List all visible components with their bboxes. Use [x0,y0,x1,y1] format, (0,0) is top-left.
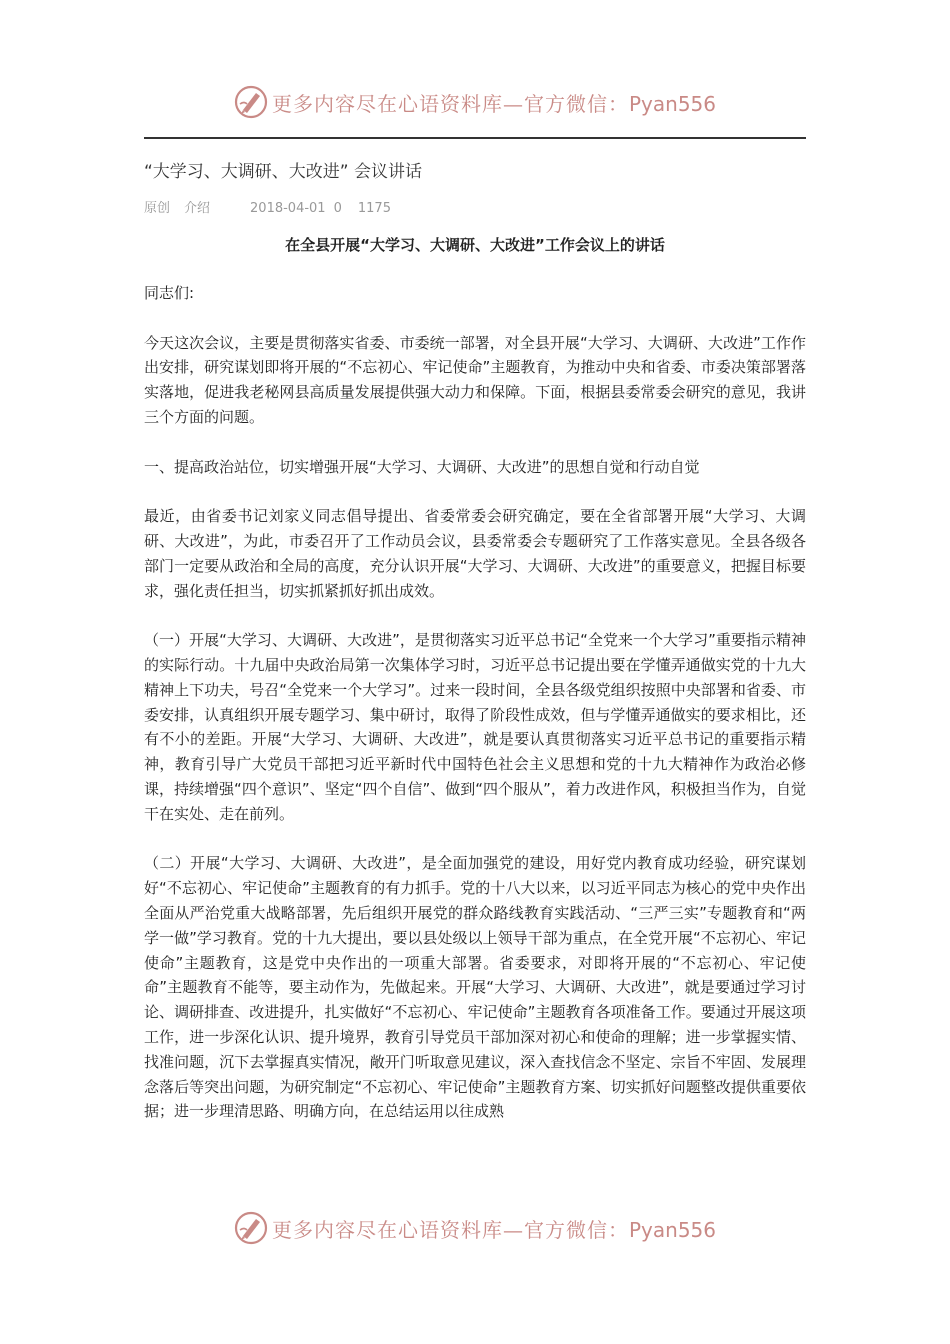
bottom-banner [0,1208,950,1248]
meta-type: 原创 [144,201,171,216]
paragraph-intro: 今天这次会议，主要是贯彻落实省委、市委统一部署，对全县开展“大学习、大调研、大改进”工作作出安排，研究谋划即将开展的“不忘初心、牢记使命”主题教育，为推动中央和省委、市委决策部署落实落地，促进我老秘网县高质量发展提供强大动力和保障。下面，根据县委常委会研究的意见，我讲三个方面的问题。 [144,333,806,426]
paragraph-salutation: 同志们: [144,284,195,302]
pen-logo-icon [234,1211,268,1245]
doc-title: “大学习、大调研、大改进” 会议讲话 [144,162,423,182]
paragraph-background: 最近，由省委书记刘家义同志倡导提出、省委常委会研究确定，要在全省部署开展“大学习、大调研、大改进”，为此，市委召开了工作动员会议，县委常委会专题研究了工作落实意见。全县各级各部门一定要从政治和全局的高度，充分认识开展“大学习、大调研、大改进”的重要意义，把握目标要求，强化责任担当，切实抓紧抓好抓出成效。 [144,507,806,600]
meta-comments: 0 [333,201,342,216]
banner-text: 更多内容尽在心语资料库—官方微信：Pyan556 [271,1217,716,1242]
banner-wechat-id: Pyan556 [628,91,716,116]
meta-date: 2018-04-01 [250,201,326,216]
section-heading-1: 一、提高政治站位，切实增强开展“大学习、大调研、大改进”的思想自觉和行动自觉 [144,457,700,476]
paragraph-point-1: （一）开展“大学习、大调研、大改进”，是贯彻落实习近平总书记“全党来一个大学习”重要指示精神的实际行动。十九届中央政治局第一次集体学习时，习近平总书记提出要在学懂弄通做实党的十九大精神上下功夫，号召“全党来一个大学习”。过来一段时间，全县各级党组织按照中央部署和省委、市委安排，认真组织开展专题学习、集中研讨，取得了阶段性成效，但与学懂弄通做实的要求相比，还有不小的差距。开展“大学习、大调研、大改进”，就是要认真贯彻落实习近平总书记的重要指示精神，教育引导广大党员干部把习近平新时代中国特色社会主义思想和党的十九大精神作为政治必修课，持续增强“四个意识”、坚定“四个自信”、做到“四个服从”，着力改进作风，积极担当作为，自觉干在实处、走在前列。 [144,631,806,823]
speech-headline: 在全县开展“大学习、大调研、大改进”工作会议上的讲话 [285,236,665,254]
speech-body [144,281,806,1149]
meta-category[interactable]: 介绍 [184,201,211,216]
meta-views: 1175 [357,201,391,216]
banner-text: 更多内容尽在心语资料库—官方微信：Pyan556 [271,91,716,116]
banner-wechat-id: Pyan556 [628,1217,716,1242]
paragraph-point-2: （二）开展“大学习、大调研、大改进”，是全面加强党的建设，用好党内教育成功经验，研究谋划好“不忘初心、牢记使命”主题教育的有力抓手。党的十八大以来，以习近平同志为核心的党中央作出全面从严治党重大战略部署，先后组织开展党的群众路线教育实践活动、“三严三实”专题教育和“两学一做”学习教育。党的十九大提出，要以县处级以上领导干部为重点，在全党开展“不忘初心、牢记使命”主题教育，这是党中央作出的一项重大部署。省委要求，对即将开展的“不忘初心、牢记使命”主题教育不能等，要主动作为，先做起来。开展“大学习、大调研、大改进”，就是要通过学习讨论、调研排查、改进提升，扎实做好“不忘初心、牢记使命”主题教育各项准备工作。要通过开展这项工作，进一步深化认识、提升境界，教育引导党员干部加深对初心和使命的理解；进一步掌握实情、找准问题，沉下去掌握真实情况，敞开门听取意见建议，深入查找信念不坚定、宗旨不牢固、发展理念落后等突出问题，为研究制定“不忘初心、牢记使命”主题教育方案、切实抓好问题整改提供重要依据；进一步理清思路、明确方向，在总结运用以往成熟 [144,854,806,1121]
